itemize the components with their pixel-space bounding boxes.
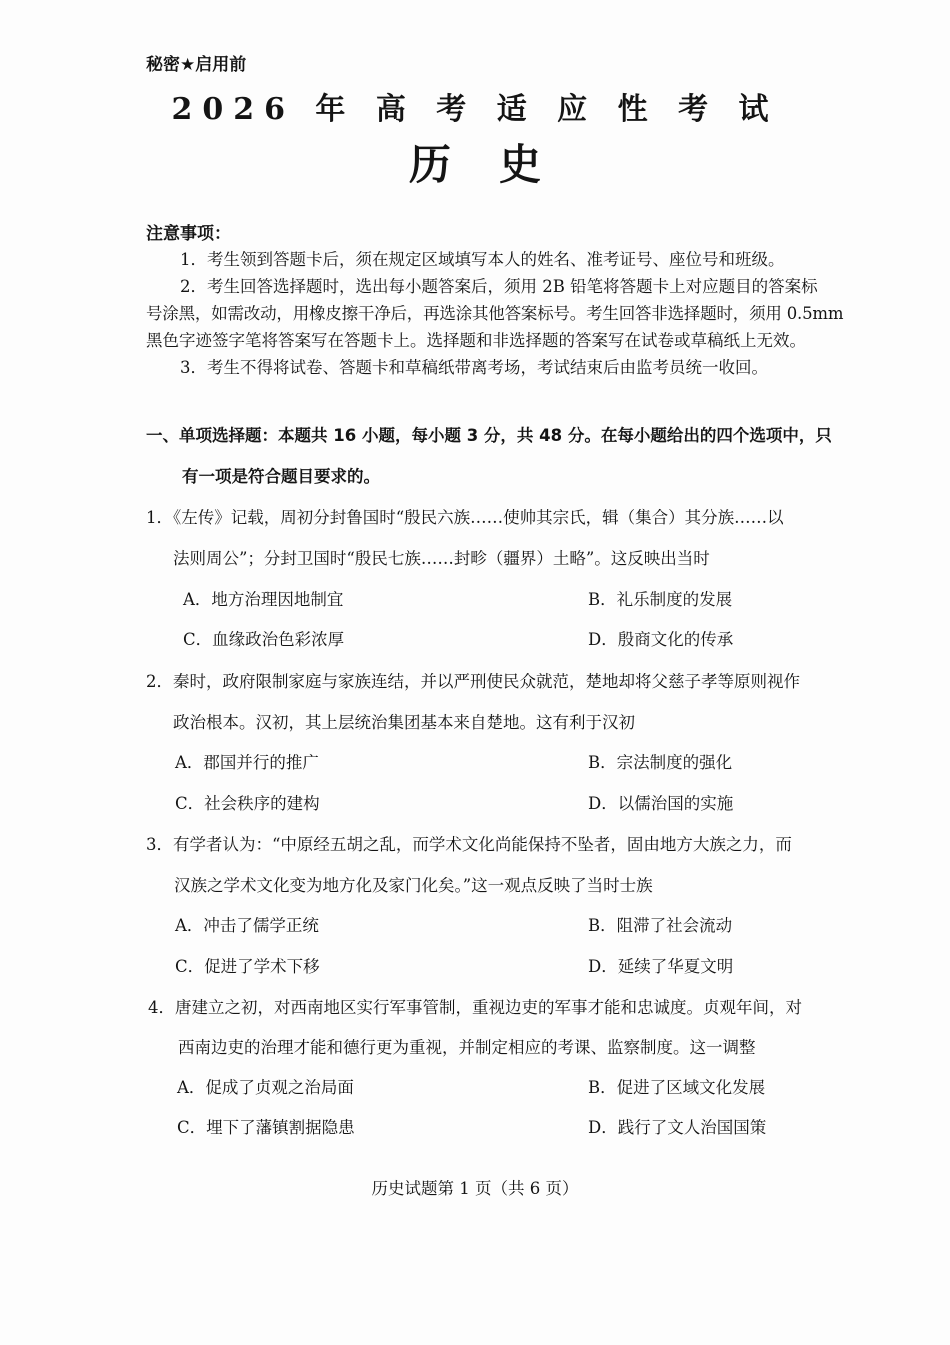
notes-heading: 注意事项：	[146, 224, 231, 244]
question-1-option-d: D．殷商文化的传承	[588, 630, 734, 649]
question-1-stem-line-2: 法则周公”；分封卫国时“殷民七族……封畛（疆界）土略”。这反映出当时	[173, 549, 710, 568]
question-3-option-d: D．延续了华夏文明	[588, 957, 734, 976]
question-2-option-a: A．郡国并行的推广	[175, 753, 319, 772]
question-4-option-d: D．践行了文人治国国策	[588, 1118, 767, 1137]
question-2-stem-line-1: 2．秦时，政府限制家庭与家族连结，并以严刑使民众就范，楚地却将父慈子孝等原则视作	[146, 672, 800, 691]
question-3-stem-line-1: 3．有学者认为：“中原经五胡之乱，而学术文化尚能保持不坠者，固由地方大族之力，而	[146, 835, 792, 854]
subject-title: 历史	[408, 140, 589, 189]
question-2-option-c: C．社会秩序的建构	[175, 794, 320, 813]
note-2-line-2: 号涂黑，如需改动，用橡皮擦干净后，再选涂其他答案标号。考生回答非选择题时，须用 0.5mm	[146, 304, 844, 323]
question-3-option-c: C．促进了学术下移	[175, 957, 320, 976]
confidential-mark: 秘密★启用前	[146, 55, 247, 75]
note-2-line-3: 黑色字迹签字笔将答案写在答题卡上。选择题和非选择题的答案写在试卷或草稿纸上无效。	[146, 331, 806, 350]
question-3-option-a: A．冲击了儒学正统	[175, 916, 319, 935]
section-heading-line-1: 一、单项选择题：本题共 16 小题，每小题 3 分，共 48 分。在每小题给出的四个选项中，只	[146, 426, 832, 445]
note-3: 3．考生不得将试卷、答题卡和草稿纸带离考场，考试结束后由监考员统一收回。	[180, 358, 768, 377]
question-4-stem-line-2: 西南边吏的治理才能和德行更为重视，并制定相应的考课、监察制度。这一调整	[178, 1038, 756, 1057]
question-1-option-a: A．地方治理因地制宜	[183, 590, 344, 609]
note-1: 1．考生领到答题卡后，须在规定区域填写本人的姓名、准考证号、座位号和班级。	[180, 250, 785, 269]
question-2-option-d: D．以儒治国的实施	[588, 794, 734, 813]
question-4-stem-line-1: 4．唐建立之初，对西南地区实行军事管制，重视边吏的军事才能和忠诚度。贞观年间，对	[148, 998, 802, 1017]
question-4-option-b: B．促进了区域文化发展	[588, 1078, 766, 1097]
question-1-option-b: B．礼乐制度的发展	[588, 590, 733, 609]
section-heading-line-2: 有一项是符合题目要求的。	[182, 467, 380, 486]
question-1-option-c: C．血缘政治色彩浓厚	[183, 630, 345, 649]
question-3-stem-line-2: 汉族之学术文化变为地方化及家门化矣。”这一观点反映了当时士族	[174, 876, 653, 895]
question-2-stem-line-2: 政治根本。汉初，其上层统治集团基本来自楚地。这有利于汉初	[173, 713, 635, 732]
exam-title: 2026 年 高 考 适 应 性 考 试	[171, 92, 779, 127]
question-4-option-c: C．埋下了藩镇割据隐患	[177, 1118, 355, 1137]
question-1-stem-line-1: 1．《左传》记载，周初分封鲁国时“殷民六族……使帅其宗氏，辑（集合）其分族……以	[146, 508, 784, 527]
note-2-line-1: 2．考生回答选择题时，选出每小题答案后，须用 2B 铅笔将答题卡上对应题目的答案标	[180, 277, 818, 296]
question-3-option-b: B．阻滞了社会流动	[588, 916, 733, 935]
page-footer: 历史试题第 1 页（共 6 页）	[371, 1179, 579, 1198]
question-4-option-a: A．促成了贞观之治局面	[177, 1078, 354, 1097]
question-2-option-b: B．宗法制度的强化	[588, 753, 733, 772]
